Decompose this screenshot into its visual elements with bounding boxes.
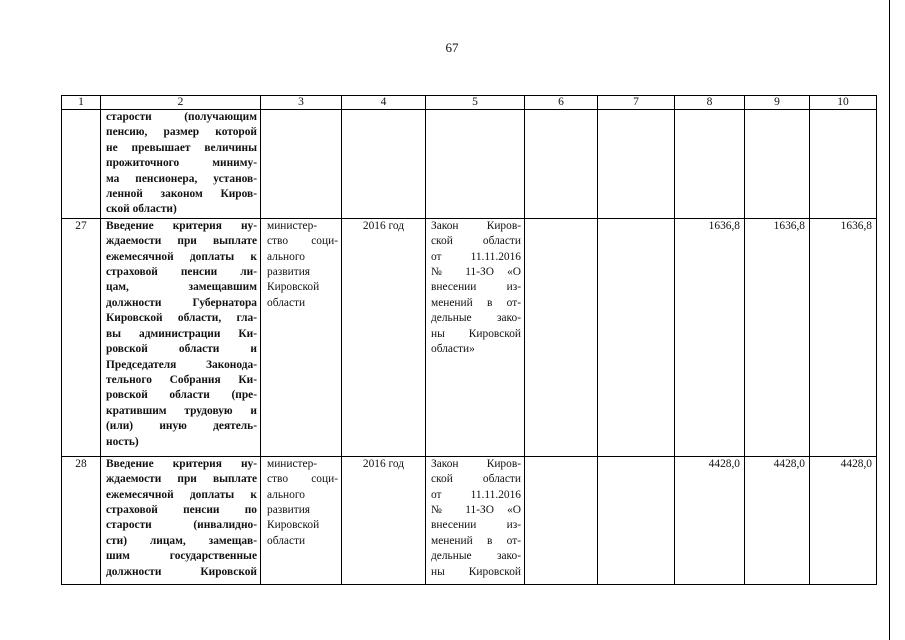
legal-act-line: от 11.11.2016 [431,488,521,501]
legal-act-line: № 11-ЗО «О [431,266,521,279]
row-number-cell: 27 [62,218,101,456]
header-cell: 10 [810,96,877,110]
legal-act-line: области» [431,343,475,356]
value-cell [745,110,810,219]
value-cell: 1636,8 [810,218,877,456]
description-cell [101,218,261,456]
header-cell: 7 [598,96,675,110]
org-line: ального [267,488,305,501]
header-cell: 8 [675,96,745,110]
legal-act-line: ской области [431,473,521,486]
description-line: ждаемости при выплате [106,473,257,486]
description-line: Председателя Законода- [106,358,257,371]
responsible-org-cell [261,110,342,219]
table-header-row [62,96,877,110]
legal-act-line: внесении из- [431,519,521,532]
description-line: ровской области (пре- [106,389,257,402]
description-line: Введение критерия ну- [106,457,257,470]
column-6-cell [525,110,598,219]
description-line: кратившим трудовую и [106,404,257,417]
column-7-cell [598,218,675,456]
description-line: тельного Собрания Ки- [106,373,257,386]
description-line: не превышает величины [106,141,257,154]
legal-act-cell [426,456,525,584]
org-line: министер- [267,457,318,470]
description-line: ность) [106,435,139,448]
legal-act-line: менений в от- [431,296,521,309]
legal-act-line: внесении из- [431,281,521,294]
description-line: страховой пенсии по [106,504,257,517]
org-line: ство соци- [267,473,338,486]
header-cell: 4 [342,96,426,110]
org-line: Кировской [267,281,320,294]
year-cell: 2016 год [342,456,426,584]
description-line: Введение критерия ну- [106,219,257,232]
value-cell: 1636,8 [745,218,810,456]
description-line: пенсию, размер которой [106,126,257,139]
description-cell [101,456,261,584]
legal-act-line: ны Кировской [431,327,521,340]
value-cell [810,110,877,219]
legal-act-line: № 11-ЗО «О [431,504,521,517]
description-line: Кировской области, гла- [106,312,257,325]
legal-act-line: ской области [431,235,521,248]
value-cell [675,110,745,219]
legal-act-line: Закон Киров- [431,457,521,470]
page-number: 67 [445,40,459,55]
table-row [62,456,877,584]
description-line: вы администрации Ки- [106,327,257,340]
description-line: ской области) [106,203,177,216]
page-edge-rule [889,0,890,640]
column-7-cell [598,110,675,219]
description-line: прожиточного миниму- [106,157,257,170]
legal-act-line: дельные зако- [431,550,521,563]
description-line: сти) лицам, замещав- [106,534,257,547]
description-line: цам, замещавшим [106,281,257,294]
legal-act-line: дельные зако- [431,312,521,325]
row-number-cell [62,110,101,219]
value-cell: 1636,8 [675,218,745,456]
header-cell: 6 [525,96,598,110]
description-line: должности Губернатора [106,296,257,309]
description-line: страховой пенсии ли- [106,266,257,279]
description-line: (или) иную деятель- [106,420,257,433]
value-cell: 4428,0 [810,456,877,584]
description-line: должности Кировской [106,565,257,578]
responsible-org-cell [261,218,342,456]
column-6-cell [525,218,598,456]
org-line: развития [267,266,311,279]
description-line: ежемесячной доплаты к [106,250,257,263]
legal-act-cell [426,218,525,456]
legal-act-line: ны Кировской [431,565,521,578]
description-line: ровской области и [106,343,257,356]
description-line: ждаемости при выплате [106,235,257,248]
document-table [61,95,877,585]
header-cell: 2 [101,96,261,110]
org-line: ство соци- [267,235,338,248]
responsible-org-cell [261,456,342,584]
row-number-cell: 28 [62,456,101,584]
header-cell: 3 [261,96,342,110]
description-line: ленной законом Киров- [106,188,257,201]
legal-act-line: Закон Киров- [431,219,521,232]
description-line: шим государственные [106,550,257,563]
legal-act-cell [426,110,525,219]
description-line: старости (получающим [106,111,257,123]
description-line: старости (инвалидно- [106,519,257,532]
description-line: ма пенсионера, установ- [106,172,257,185]
legal-act-line: от 11.11.2016 [431,250,521,263]
header-cell: 9 [745,96,810,110]
value-cell: 4428,0 [745,456,810,584]
table-row [62,110,877,219]
header-cell: 1 [62,96,101,110]
org-line: Кировской [267,519,320,532]
header-cell: 5 [426,96,525,110]
year-cell [342,110,426,219]
table-row [62,218,877,456]
org-line: развития [267,504,311,517]
org-line: области [267,296,306,309]
org-line: министер- [267,219,318,232]
value-cell: 4428,0 [675,456,745,584]
column-6-cell [525,456,598,584]
description-line: ежемесячной доплаты к [106,488,257,501]
org-line: области [267,534,306,547]
column-7-cell [598,456,675,584]
description-cell [101,110,261,219]
org-line: ального [267,250,305,263]
year-cell: 2016 год [342,218,426,456]
legal-act-line: менений в от- [431,534,521,547]
